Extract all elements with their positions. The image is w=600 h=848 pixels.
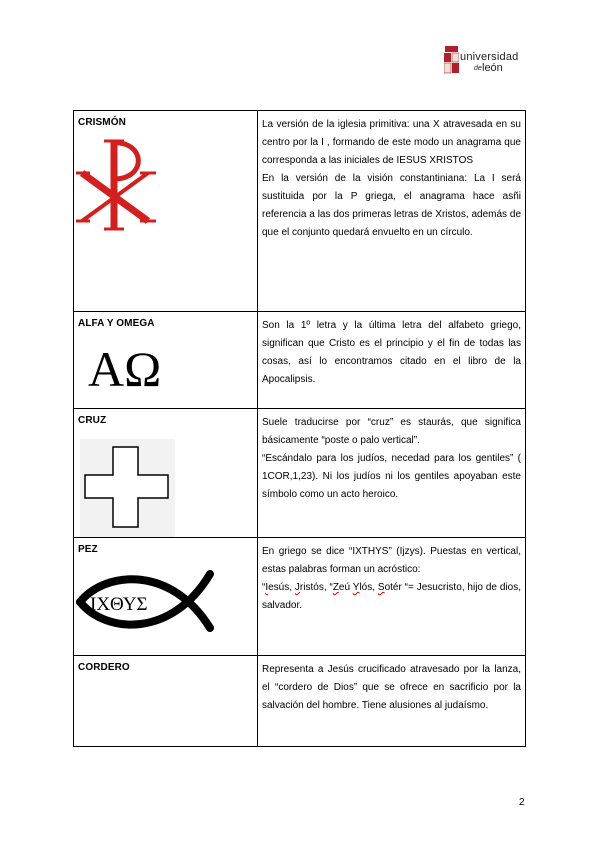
description-paragraph: “Escándalo para los judíos, necedad para los gentiles” ( 1COR,1,23). Ni los judíos ni los gentiles apoyaban este símbolo como un acto heroico. bbox=[262, 453, 521, 500]
university-logo bbox=[441, 44, 541, 78]
table-row bbox=[74, 409, 526, 538]
page-number: 2 bbox=[519, 797, 525, 808]
logo-text-leon: león bbox=[482, 62, 503, 74]
term-label: PEZ bbox=[78, 544, 98, 555]
university-crest-icon bbox=[444, 46, 459, 74]
term-label: CRISMÓN bbox=[78, 117, 126, 128]
table-row bbox=[74, 312, 526, 409]
description-paragraph: Son la 1º letra y la última letra del alfabeto griego, significan que Cristo es el principio y el fin de todas las cosas, así lo encontramos citado en el libro de la Apocalipsis. bbox=[262, 320, 521, 385]
alpha-omega-icon bbox=[74, 336, 209, 392]
ichthys-text: ΙΧΘΥΣ bbox=[90, 594, 148, 615]
term-label: CRUZ bbox=[78, 415, 107, 426]
chi-rho-icon bbox=[74, 135, 164, 231]
term-label: CORDERO bbox=[78, 662, 130, 673]
description-paragraph: Suele traducirse por “cruz” es staurás, que significa básicamente “poste o palo vertical”. bbox=[262, 417, 521, 446]
alpha-omega-text: ΑΩ bbox=[88, 341, 162, 392]
logo-text-universidad: universidad bbox=[460, 51, 519, 63]
acrostic-line: “Iesús, Jristós, “Zeú Ylós, Sotér “= Jesucristo, hijo de dios, salvador. bbox=[262, 582, 521, 611]
table-row bbox=[74, 538, 526, 656]
description-paragraph: En la versión de la visión constantiniana: La I será sustituida por la P griega, el anagrama hace asñi referencia a las dos primeras letras de Xristos, además de que el conjunto quedará envuelto en un círculo. bbox=[262, 173, 521, 238]
term-label: ALFA Y OMEGA bbox=[78, 318, 155, 329]
table-row bbox=[74, 111, 526, 312]
description-paragraph: La versión de la iglesia primitiva: una X atravesada en su centro por la I , formando de este modo un anagrama que corresponda a las iniciales de IESUS XRISTOS bbox=[262, 119, 521, 166]
logo-text-de: de bbox=[474, 65, 482, 72]
ichthys-fish-icon bbox=[76, 566, 216, 640]
table-row bbox=[74, 656, 526, 747]
description-paragraph: Representa a Jesús crucificado atravesado por la lanza, el “cordero de Dios” que se ofrece en sacrificio por la salvación del hombre. Tiene alusiones al judaísmo. bbox=[262, 664, 521, 711]
cross-icon bbox=[80, 439, 175, 537]
symbols-table bbox=[73, 110, 526, 747]
description-paragraph: En griego se dice “IXTHYS” (Ijzys). Puestas en vertical, estas palabras forman un acróstico: bbox=[262, 546, 521, 575]
